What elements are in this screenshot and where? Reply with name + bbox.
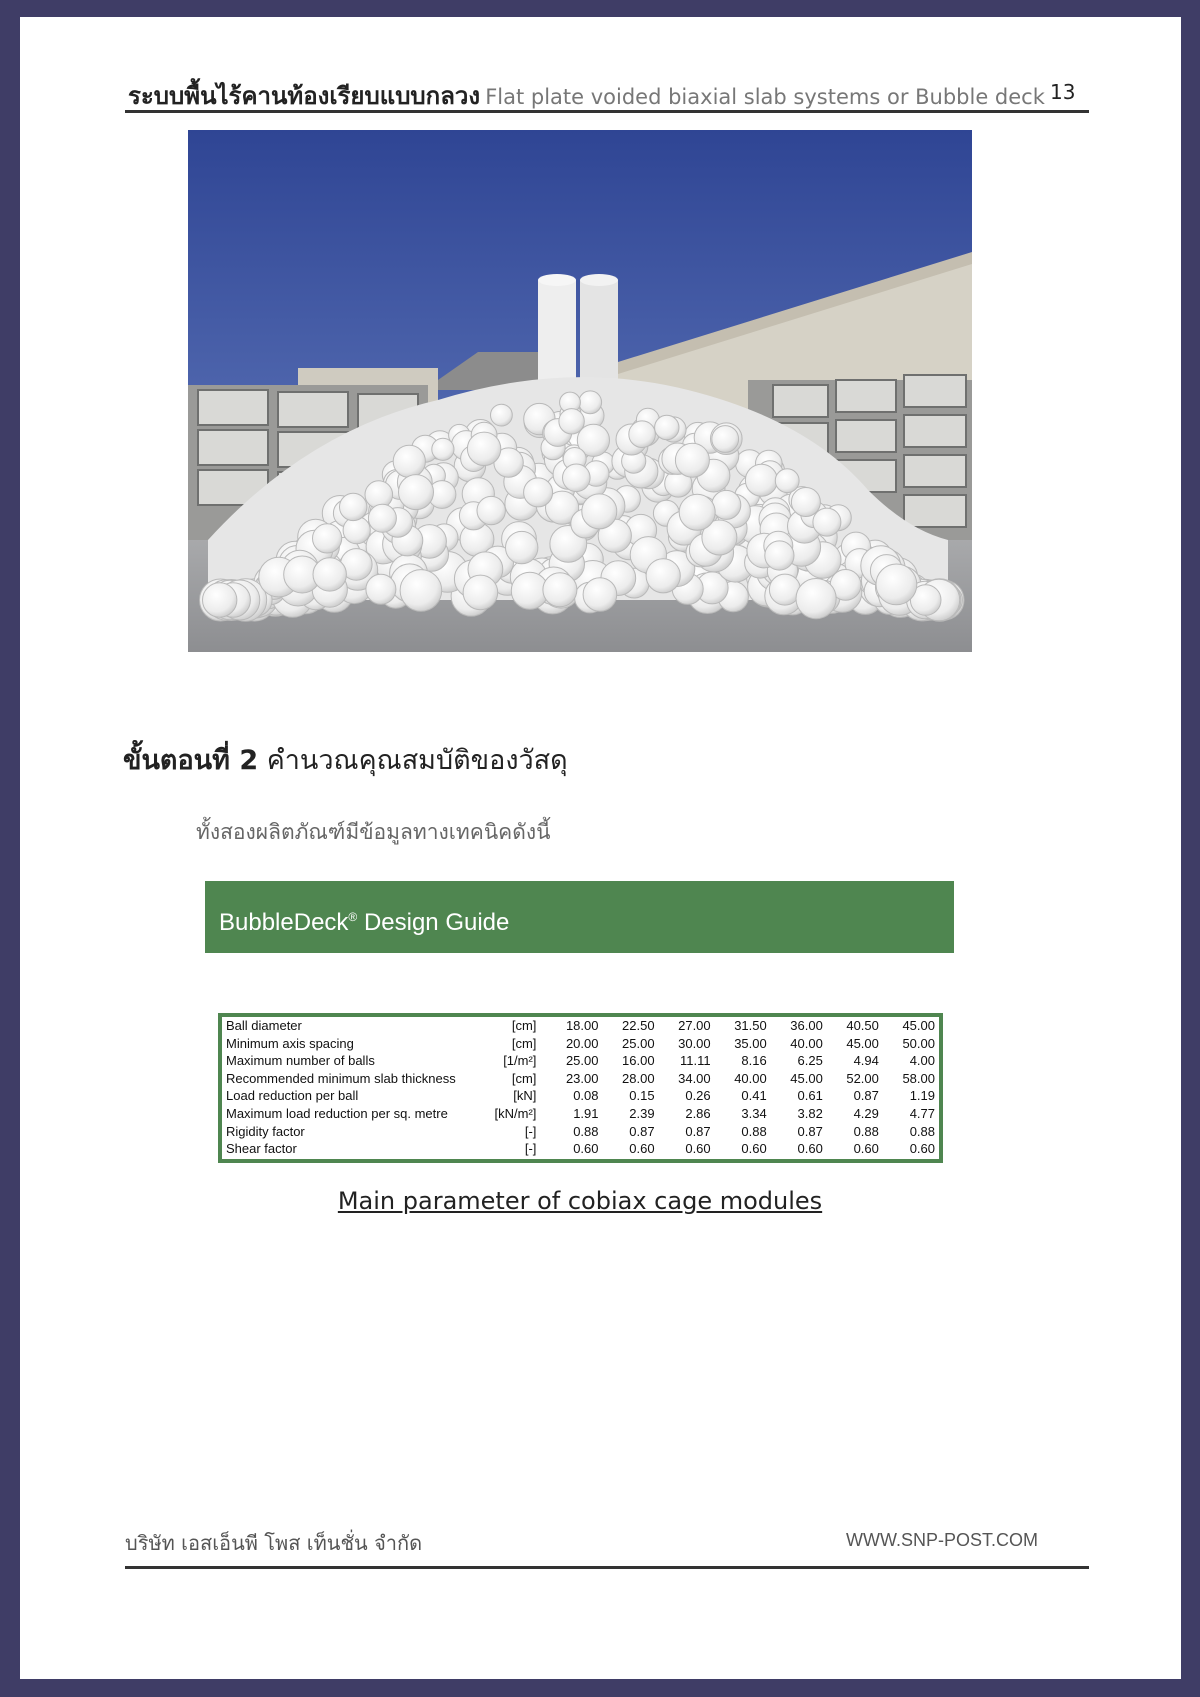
plastic-ball — [400, 570, 442, 612]
table-cell: 18.00 — [565, 1018, 599, 1033]
row-label: Maximum load reduction per sq. metre — [226, 1105, 448, 1121]
plastic-ball — [393, 445, 425, 477]
table-cell: 45.00 — [790, 1070, 823, 1086]
table-cell: 0.60 — [741, 1141, 767, 1157]
table-row — [222, 1105, 939, 1123]
table-cell: 0.87 — [629, 1123, 655, 1139]
plastic-ball — [343, 517, 370, 544]
table-cell: 2.39 — [629, 1105, 655, 1121]
table-row — [222, 1035, 939, 1053]
plastic-ball — [646, 559, 680, 593]
table-cell: 40.50 — [846, 1018, 879, 1033]
parameter-table — [222, 1017, 939, 1158]
table-cell: 3.34 — [741, 1105, 767, 1121]
row-label: Rigidity factor — [226, 1123, 305, 1139]
table-cell: 52.00 — [846, 1070, 879, 1086]
table-cell: 0.15 — [629, 1088, 655, 1104]
row-unit: [cm] — [511, 1018, 537, 1033]
table-cell: 0.87 — [797, 1123, 823, 1139]
plastic-ball — [477, 496, 505, 524]
plastic-ball — [765, 541, 794, 570]
table-cell: 4.00 — [909, 1053, 935, 1069]
table-cell: 0.41 — [741, 1088, 767, 1104]
table-caption — [0, 1187, 1200, 1215]
design-guide-banner — [205, 881, 954, 953]
table-cell: 0.60 — [629, 1141, 655, 1157]
table-cell: 4.77 — [909, 1105, 935, 1121]
table-cell: 31.50 — [734, 1018, 767, 1033]
footer-company: บริษัท เอสเอ็นพี โพส เท็นชั่น จำกัด — [125, 1531, 423, 1555]
table-cell: 45.00 — [902, 1018, 935, 1033]
header-divider — [125, 110, 1089, 113]
table-row — [222, 1140, 939, 1158]
plastic-ball — [582, 494, 617, 529]
design-guide-brand: BubbleDeck — [219, 909, 349, 936]
step-intro: ทั้งสองผลิตภัณฑ์มีข้อมูลทางเทคนิคดังนี้ — [196, 820, 551, 844]
table-cell: 0.88 — [853, 1123, 879, 1139]
header-title-english: Flat plate voided biaxial slab systems or Bubble deck — [485, 85, 1045, 109]
row-unit: [kN] — [513, 1088, 537, 1104]
table-cell: 4.29 — [853, 1105, 879, 1121]
table-cell: 0.60 — [853, 1141, 879, 1157]
plastic-ball — [712, 490, 741, 519]
plastic-ball — [203, 583, 237, 617]
row-unit: [-] — [524, 1123, 537, 1139]
footer-url[interactable]: WWW.SNP-POST.COM — [846, 1530, 1038, 1550]
table-cell: 0.60 — [685, 1141, 711, 1157]
plastic-ball — [675, 443, 709, 477]
step-heading-text: คำนวณคุณสมบัติของวัสดุ — [266, 745, 568, 776]
table-cell: 6.25 — [797, 1053, 823, 1069]
plastic-ball — [463, 575, 498, 610]
table-cell: 0.61 — [797, 1088, 823, 1104]
footer-divider — [125, 1566, 1089, 1569]
bubble-balls-photo — [188, 130, 972, 652]
row-label: Maximum number of balls — [226, 1053, 375, 1069]
plastic-ball — [813, 508, 841, 536]
plastic-ball — [313, 558, 346, 591]
table-cell: 0.08 — [573, 1088, 599, 1104]
table-cell: 45.00 — [846, 1035, 879, 1051]
plastic-ball — [506, 531, 538, 563]
plastic-ball — [775, 469, 799, 493]
table-cell: 0.88 — [909, 1123, 935, 1139]
row-unit: [kN/m²] — [494, 1105, 537, 1121]
table-row — [222, 1017, 939, 1035]
table-caption-text: Main parameter of cobiax cage modules — [337, 1187, 823, 1215]
row-label: Load reduction per ball — [226, 1088, 359, 1104]
row-unit: [-] — [524, 1141, 537, 1157]
row-label: Ball diameter — [226, 1018, 302, 1033]
table-row — [222, 1070, 939, 1088]
table-row — [222, 1052, 939, 1070]
plastic-ball — [679, 494, 715, 530]
row-label: Recommended minimum slab thickness — [226, 1070, 456, 1086]
table-cell: 0.88 — [573, 1123, 599, 1139]
table-cell: 0.87 — [853, 1088, 879, 1104]
table-row — [222, 1087, 939, 1105]
registered-mark: ® — [348, 910, 358, 924]
header-title-thai: ระบบพื้นไร้คานท้องเรียบแบบกลวง — [128, 82, 481, 110]
table-cell: 4.94 — [853, 1053, 879, 1069]
table-cell: 40.00 — [734, 1070, 767, 1086]
plastic-ball — [579, 391, 602, 414]
table-cell: 36.00 — [790, 1018, 823, 1033]
table-cell: 30.00 — [678, 1035, 711, 1051]
plastic-ball — [432, 438, 454, 460]
step-heading-number: ขั้นตอนที่ 2 — [123, 745, 259, 776]
plastic-ball — [399, 475, 434, 510]
table-cell: 35.00 — [734, 1035, 767, 1051]
plastic-ball — [491, 404, 513, 426]
plastic-ball — [583, 578, 617, 612]
parameter-table-frame — [218, 1013, 943, 1163]
table-cell: 0.60 — [909, 1141, 935, 1157]
plastic-ball — [340, 493, 367, 520]
plastic-ball — [629, 421, 656, 448]
plastic-ball — [876, 564, 917, 605]
plastic-ball — [655, 415, 679, 439]
table-cell: 58.00 — [902, 1070, 935, 1086]
plastic-ball — [313, 524, 342, 553]
design-guide-title: Design Guide — [363, 909, 510, 936]
plastic-ball — [712, 426, 739, 453]
table-cell: 27.00 — [678, 1018, 711, 1033]
table-cell: 34.00 — [678, 1070, 711, 1086]
plastic-ball — [745, 464, 777, 496]
plastic-ball — [796, 579, 836, 619]
table-cell: 25.00 — [622, 1035, 655, 1051]
table-cell: 20.00 — [565, 1035, 599, 1051]
plastic-ball — [368, 504, 396, 532]
plastic-ball — [559, 409, 584, 434]
table-row — [222, 1123, 939, 1141]
row-label: Minimum axis spacing — [226, 1035, 354, 1051]
table-cell: 1.19 — [909, 1088, 935, 1104]
row-unit: [cm] — [511, 1070, 537, 1086]
page-number: 13 — [1050, 80, 1076, 104]
table-cell: 0.60 — [797, 1141, 823, 1157]
step-heading — [123, 738, 568, 781]
table-cell: 25.00 — [565, 1053, 599, 1069]
table-cell: 1.91 — [573, 1105, 599, 1121]
row-unit: [cm] — [511, 1035, 537, 1051]
row-unit: [1/m²] — [503, 1053, 537, 1069]
table-cell: 0.60 — [573, 1141, 599, 1157]
plastic-ball — [563, 464, 591, 492]
table-cell: 40.00 — [790, 1035, 823, 1051]
plastic-ball — [791, 488, 820, 517]
table-cell: 22.50 — [622, 1018, 655, 1033]
plastic-ball — [543, 573, 577, 607]
table-cell: 8.16 — [741, 1053, 767, 1069]
table-cell: 0.88 — [741, 1123, 767, 1139]
plastic-ball — [524, 478, 553, 507]
table-cell: 0.26 — [685, 1088, 711, 1104]
table-cell: 2.86 — [685, 1105, 711, 1121]
row-label: Shear factor — [226, 1141, 297, 1157]
table-cell: 23.00 — [565, 1070, 599, 1086]
table-cell: 50.00 — [902, 1035, 935, 1051]
plastic-ball — [467, 432, 500, 465]
table-cell: 11.11 — [680, 1053, 711, 1069]
plastic-ball — [366, 574, 396, 604]
table-cell: 28.00 — [622, 1070, 655, 1086]
table-cell: 16.00 — [622, 1053, 655, 1069]
table-cell: 0.87 — [685, 1123, 711, 1139]
table-cell: 3.82 — [797, 1105, 823, 1121]
